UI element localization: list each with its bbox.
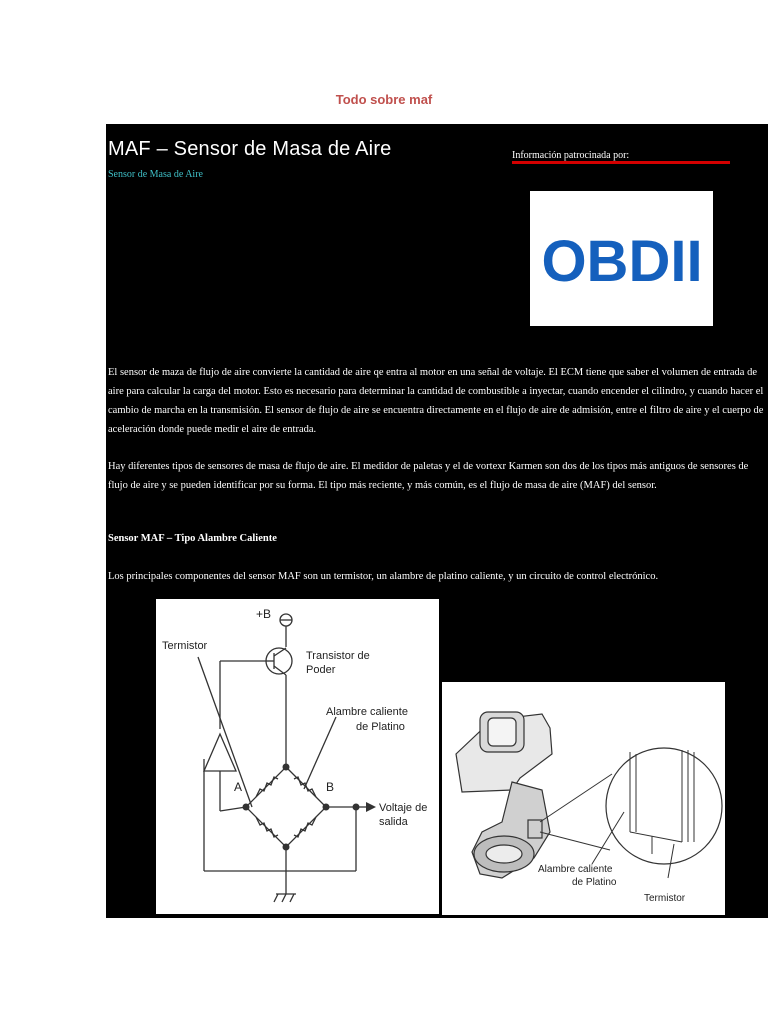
supply-label: +B: [256, 607, 272, 621]
amplifier-symbol: [204, 734, 236, 771]
sensor-link[interactable]: Sensor de Masa de Aire: [108, 169, 203, 180]
alambre-caliente-label-1: Alambre caliente: [538, 864, 613, 875]
transistor-label-2: Poder: [306, 664, 336, 676]
node-b-label: B: [326, 780, 335, 794]
obdii-logo-text: OBDII: [541, 229, 703, 294]
voltaje-label-2: salida: [379, 816, 408, 828]
node-a-label: A: [234, 780, 243, 794]
article-heading: MAF – Sensor de Masa de Aire: [108, 138, 392, 160]
sponsor-label: Información patrocinada por:: [512, 150, 630, 161]
bridge-diamond: [246, 767, 326, 847]
alambre-caliente-label-2: de Platino: [572, 877, 617, 888]
detail-circle: [606, 748, 722, 864]
sensor-illustration: [442, 682, 725, 915]
circuit-diagram: [156, 599, 439, 914]
alambre-label-1: Alambre caliente: [326, 706, 408, 718]
document-title: Todo sobre maf: [335, 92, 433, 107]
section-heading: Sensor MAF – Tipo Alambre Caliente: [108, 533, 277, 544]
voltaje-label-1: Voltaje de: [379, 802, 428, 814]
termistor-detail-label: Termistor: [644, 893, 686, 904]
termistor-label: Termistor: [162, 640, 208, 652]
output-arrow-icon: [366, 802, 376, 812]
sponsor-divider: [512, 161, 730, 164]
article-panel: [106, 124, 768, 918]
obdii-logo: [530, 191, 713, 326]
paragraph-components: Los principales componentes del sensor MAF son un termistor, un alambre de platino caliente, y un circuito de control electrónico.: [108, 571, 659, 582]
paragraph-types: Hay diferentes tipos de sensores de masa de flujo de aire. El medidor de paletas y el de vortexr Karmen son dos de los tipos más antiguos de sensores de flujo de aire y se pueden identificar por su forma. El tipo más reciente, y más común, es el flujo de masa de aire (MAF) del sensor.: [108, 461, 749, 491]
transistor-label-1: Transistor de: [306, 650, 370, 662]
alambre-label-2: de Platino: [356, 721, 405, 733]
paragraph-intro: El sensor de maza de flujo de aire convierte la cantidad de aire qe entra al motor en una señal de voltaje. El ECM tiene que saber el volumen de entrada de aire para calcular la carga del motor. Esto es necesario para determinar la cantidad de combustible a inyectar, cuando encender el cilindro, y cuando hacer el cambio de marcha en la transmisión. El sensor de flujo de aire se encuentra directamente en el flujo de aire de admisión, entre el filtro de aire y el cuerpo de aceleración donde puede medir el aire de entrada.: [108, 367, 764, 435]
